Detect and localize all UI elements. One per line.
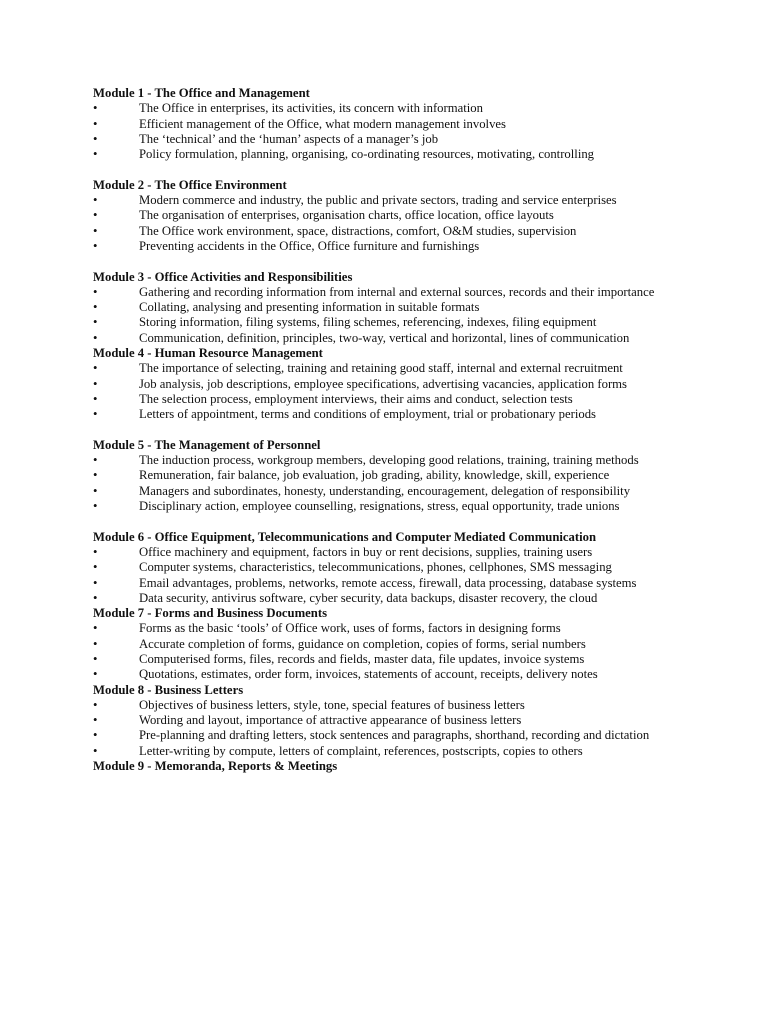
bullet-icon: • (93, 667, 98, 682)
bullet-icon: • (93, 453, 98, 468)
module-list-item (93, 728, 688, 743)
bullet-icon: • (93, 116, 98, 131)
module-list-item (93, 560, 688, 575)
module-list-item (93, 407, 688, 422)
list-item-text: Letters of appointment, terms and conditions of employment, trial or probationary periods (139, 407, 596, 422)
bullet-icon: • (93, 193, 98, 208)
module-list-item (93, 239, 688, 254)
module-list-item (93, 117, 688, 132)
bullet-icon: • (93, 284, 98, 299)
list-item-text: Pre-planning and drafting letters, stock sentences and paragraphs, shorthand, recording and dictation (139, 728, 650, 743)
module-list-item (93, 147, 688, 162)
module-section (93, 530, 688, 606)
bullet-icon: • (93, 728, 98, 743)
module-list-item (93, 744, 688, 759)
list-item-text: Gathering and recording information from internal and external sources, records and their importance (139, 284, 655, 299)
bullet-icon: • (93, 483, 98, 498)
list-item-text: Efficient management of the Office, what modern management involves (139, 116, 506, 131)
module-list-item (93, 591, 688, 606)
module-heading: Module 3 - Office Activities and Responsibilities (93, 269, 353, 284)
list-item-text: Data security, antivirus software, cyber security, data backups, disaster recovery, the cloud (139, 590, 598, 605)
list-item-text: The importance of selecting, training and retaining good staff, internal and external recruitment (139, 361, 623, 376)
module-section (93, 178, 688, 254)
bullet-icon: • (93, 743, 98, 758)
bullet-icon: • (93, 238, 98, 253)
module-list-item (93, 132, 688, 147)
module-heading: Module 1 - The Office and Management (93, 86, 310, 100)
module-list-item (93, 361, 688, 376)
module-heading: Module 9 - Memoranda, Reports & Meetings (93, 759, 338, 774)
module-heading: Module 5 - The Management of Personnel (93, 437, 321, 452)
module-list-item (93, 300, 688, 315)
module-heading: Module 6 - Office Equipment, Telecommunications and Computer Mediated Communication (93, 529, 597, 544)
bullet-icon: • (93, 575, 98, 590)
bullet-icon: • (93, 590, 98, 605)
module-section (93, 346, 688, 422)
bullet-icon: • (93, 361, 98, 376)
module-list-item (93, 315, 688, 330)
module-list-item (93, 377, 688, 392)
bullet-icon: • (93, 407, 98, 422)
bullet-icon: • (93, 315, 98, 330)
bullet-icon: • (93, 713, 98, 728)
list-item-text: The organisation of enterprises, organisation charts, office location, office layouts (139, 208, 554, 223)
list-item-text: Quotations, estimates, order form, invoices, statements of account, receipts, delivery notes (139, 667, 598, 682)
module-list-item (93, 499, 688, 514)
list-item-text: Communication, definition, principles, two-way, vertical and horizontal, lines of communication (139, 330, 630, 345)
list-item-text: The Office work environment, space, distractions, comfort, O&M studies, supervision (139, 223, 577, 238)
module-list-item (93, 392, 688, 407)
module-list-item (93, 698, 688, 713)
bullet-icon: • (93, 560, 98, 575)
list-item-text: Modern commerce and industry, the public and private sectors, trading and service enterprises (139, 193, 617, 208)
module-section (93, 438, 688, 514)
list-item-text: Letter-writing by compute, letters of complaint, references, postscripts, copies to others (139, 743, 583, 758)
bullet-icon: • (93, 621, 98, 636)
module-list-item (93, 101, 688, 116)
bullet-icon: • (93, 499, 98, 514)
bullet-icon: • (93, 147, 98, 162)
list-item-text: Computerised forms, files, records and fields, master data, file updates, invoice systems (139, 651, 585, 666)
bullet-icon: • (93, 300, 98, 315)
module-heading: Module 4 - Human Resource Management (93, 346, 323, 361)
bullet-icon: • (93, 391, 98, 406)
list-item-text: Forms as the basic ‘tools’ of Office work, uses of forms, factors in designing forms (139, 621, 561, 636)
module-heading: Module 2 - The Office Environment (93, 177, 287, 192)
list-item-text: Managers and subordinates, honesty, understanding, encouragement, delegation of responsibility (139, 483, 631, 498)
list-item-text: The ‘technical’ and the ‘human’ aspects of a manager’s job (139, 131, 439, 146)
module-list-item (93, 576, 688, 591)
list-item-text: Email advantages, problems, networks, remote access, firewall, data processing, database systems (139, 575, 637, 590)
module-list-item (93, 468, 688, 483)
list-item-text: Accurate completion of forms, guidance on completion, copies of forms, serial numbers (139, 636, 586, 651)
module-list-item (93, 453, 688, 468)
bullet-icon: • (93, 131, 98, 146)
module-section (93, 86, 688, 162)
module-heading: Module 7 - Forms and Business Documents (93, 606, 328, 621)
module-list-item (93, 193, 688, 208)
list-item-text: Disciplinary action, employee counselling, resignations, stress, equal opportunity, trade unions (139, 499, 620, 514)
module-section (93, 759, 688, 774)
bullet-icon: • (93, 330, 98, 345)
list-item-text: The Office in enterprises, its activities, its concern with information (139, 101, 483, 116)
list-item-text: Policy formulation, planning, organising, co-ordinating resources, motivating, controlling (139, 147, 595, 162)
list-item-text: Storing information, filing systems, filing schemes, referencing, indexes, filing equipment (139, 315, 597, 330)
module-list-item (93, 285, 688, 300)
bullet-icon: • (93, 208, 98, 223)
list-item-text: Wording and layout, importance of attractive appearance of business letters (139, 713, 522, 728)
module-list-item (93, 484, 688, 499)
list-item-text: Remuneration, fair balance, job evaluation, job grading, ability, knowledge, skill, experience (139, 468, 610, 483)
list-item-text: Job analysis, job descriptions, employee specifications, advertising vacancies, application forms (139, 376, 627, 391)
list-item-text: Collating, analysing and presenting information in suitable formats (139, 300, 480, 315)
module-section (93, 683, 688, 759)
module-list-item (93, 652, 688, 667)
module-heading: Module 8 - Business Letters (93, 682, 244, 697)
list-item-text: Preventing accidents in the Office, Office furniture and furnishings (139, 238, 480, 253)
bullet-icon: • (93, 101, 98, 116)
module-list-item (93, 637, 688, 652)
module-list-item (93, 621, 688, 636)
module-list-item (93, 208, 688, 223)
module-list-item (93, 545, 688, 560)
list-item-text: Computer systems, characteristics, telecommunications, phones, cellphones, SMS messaging (139, 560, 612, 575)
bullet-icon: • (93, 468, 98, 483)
list-item-text: The induction process, workgroup members, developing good relations, training, training methods (139, 453, 639, 468)
module-section (93, 270, 688, 346)
module-section (93, 606, 688, 682)
list-item-text: The selection process, employment interviews, their aims and conduct, selection tests (139, 391, 573, 406)
bullet-icon: • (93, 636, 98, 651)
list-item-text: Office machinery and equipment, factors in buy or rent decisions, supplies, training users (139, 544, 593, 559)
module-list-item (93, 224, 688, 239)
module-list-item (93, 331, 688, 346)
bullet-icon: • (93, 651, 98, 666)
bullet-icon: • (93, 376, 98, 391)
module-list-item (93, 667, 688, 682)
module-list-item (93, 713, 688, 728)
bullet-icon: • (93, 697, 98, 712)
bullet-icon: • (93, 544, 98, 559)
bullet-icon: • (93, 223, 98, 238)
list-item-text: Objectives of business letters, style, tone, special features of business letters (139, 697, 525, 712)
